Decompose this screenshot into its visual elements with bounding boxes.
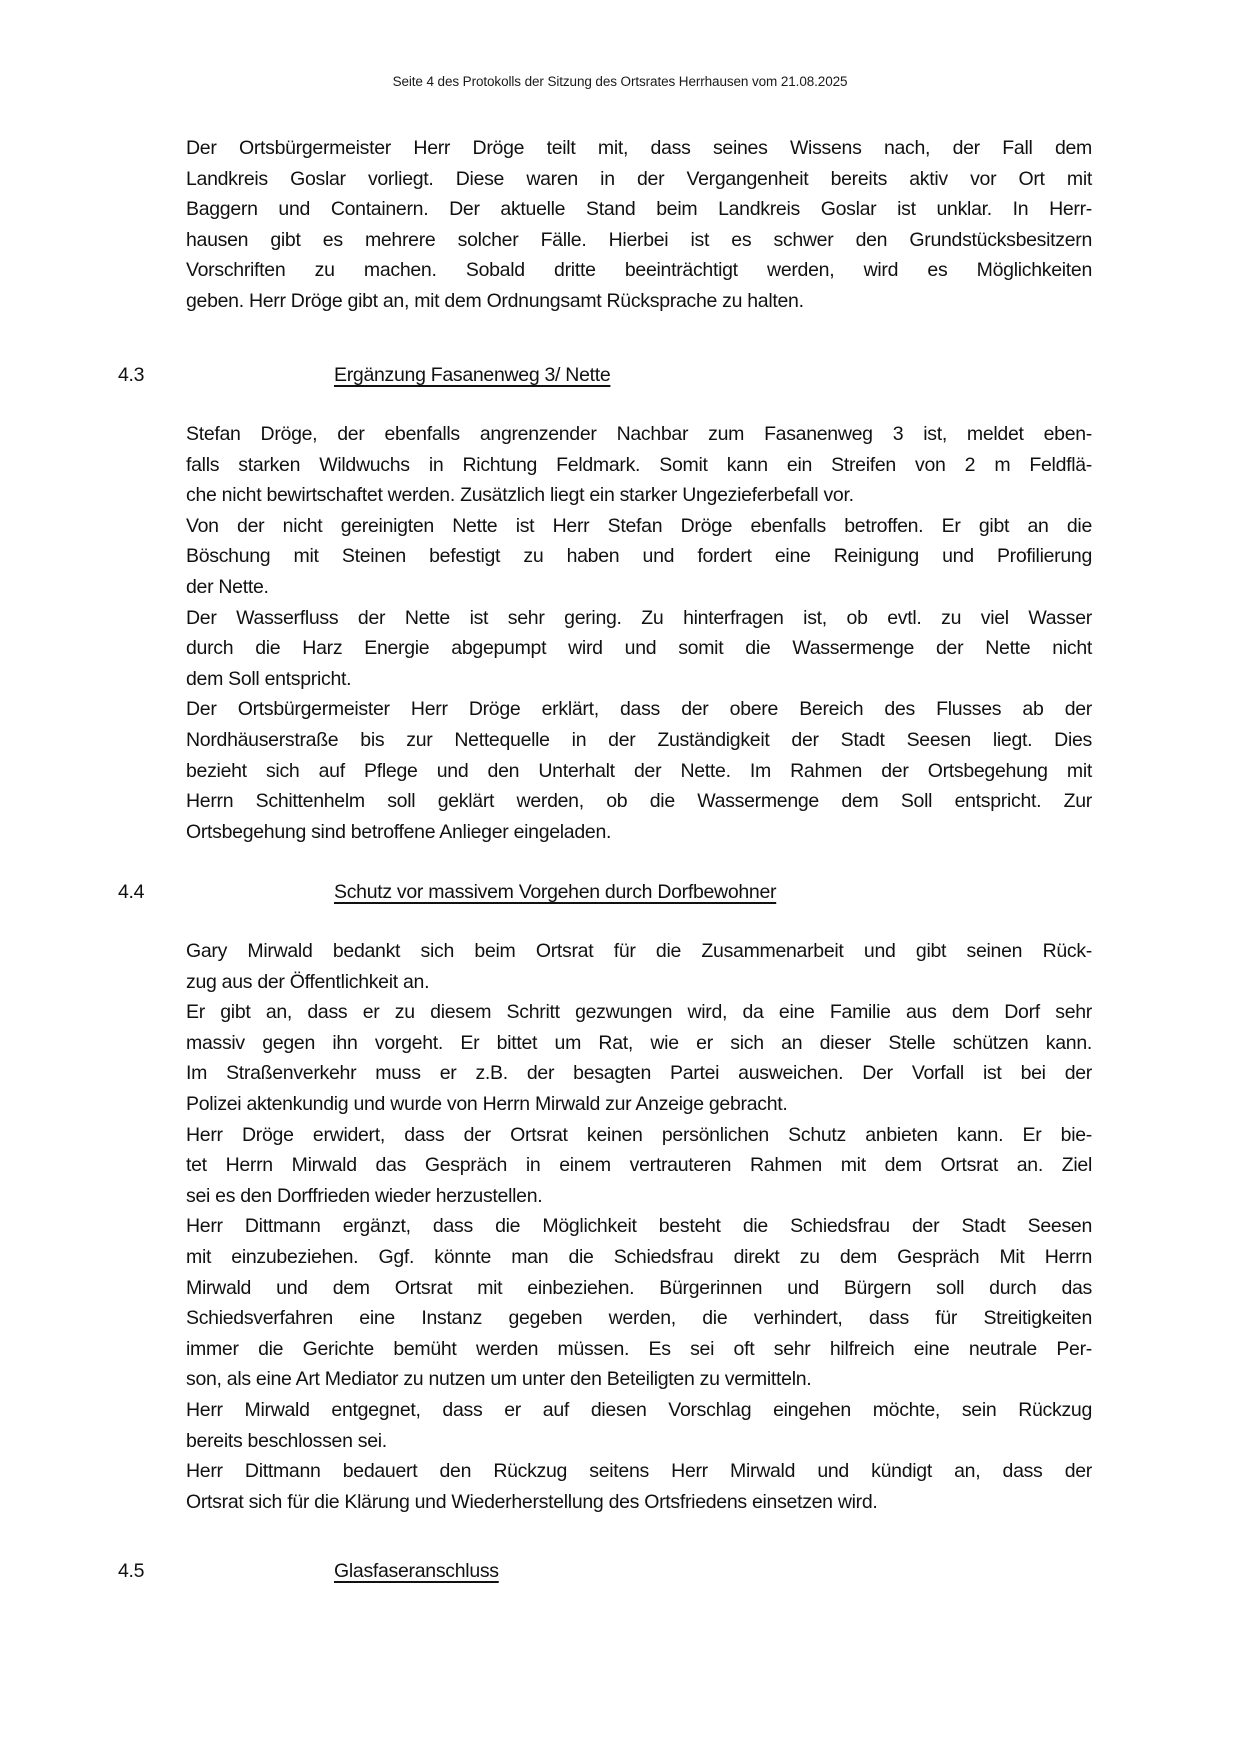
text-line: bereits beschlossen sei.	[186, 1429, 387, 1452]
text-line: Landkreis Goslar vorliegt. Diese waren in der Vergangenheit bereits aktiv vor Ort mit	[186, 167, 1092, 190]
text-line: Mirwald und dem Ortsrat mit einbeziehen. Bürgerinnen und Bürgern soll durch das	[186, 1276, 1092, 1299]
text-line: Im Straßenverkehr muss er z.B. der besagten Partei ausweichen. Der Vorfall ist bei der	[186, 1062, 1092, 1085]
text-line: Polizei aktenkundig und wurde von Herrn Mirwald zur Anzeige gebracht.	[186, 1092, 788, 1115]
text-line: Herr Dittmann ergänzt, dass die Möglichkeit besteht die Schiedsfrau der Stadt Seesen	[186, 1215, 1092, 1238]
text-line: Der Wasserfluss der Nette ist sehr gering. Zu hinterfragen ist, ob evtl. zu viel Wasser	[186, 606, 1092, 629]
text-line: Ortsrat sich für die Klärung und Wiederherstellung des Ortsfriedens einsetzen wird.	[186, 1490, 878, 1513]
text-line: Der Ortsbürgermeister Herr Dröge teilt mit, dass seines Wissens nach, der Fall dem	[186, 137, 1092, 159]
section-4-3-body	[186, 419, 1092, 847]
text-line: Herr Dröge erwidert, dass der Ortsrat keinen persönlichen Schutz anbieten kann. Er bie-	[186, 1123, 1092, 1146]
text-line: che nicht bewirtschaftet werden. Zusätzlich liegt ein starker Ungezieferbefall vor.	[186, 484, 854, 507]
text-line: Ortsbegehung sind betroffene Anlieger eingeladen.	[186, 820, 612, 843]
section-number: 4.5	[118, 1560, 145, 1582]
text-line: massiv gegen ihn vorgeht. Er bittet um Rat, wie er sich an dieser Stelle schützen kann.	[186, 1031, 1092, 1054]
text-line: Herr Dittmann bedauert den Rückzug seitens Herr Mirwald und kündigt an, dass der	[186, 1460, 1092, 1483]
section-title: Ergänzung Fasanenweg 3/ Nette	[334, 364, 611, 386]
text-line: Von der nicht gereinigten Nette ist Herr Stefan Dröge ebenfalls betroffen. Er gibt an die	[186, 514, 1092, 537]
text-line: Herr Mirwald entgegnet, dass er auf diesen Vorschlag eingehen möchte, sein Rückzug	[186, 1398, 1092, 1421]
text-line: hausen gibt es mehrere solcher Fälle. Hierbei ist es schwer den Grundstücksbesitzern	[186, 228, 1092, 251]
page-header: Seite 4 des Protokolls der Sitzung des Ortsrates Herrhausen vom 21.08.2025	[392, 74, 848, 89]
text-line: Baggern und Containern. Der aktuelle Stand beim Landkreis Goslar ist unklar. In Herr-	[186, 198, 1092, 221]
section-number: 4.3	[118, 364, 145, 386]
text-line: Stefan Dröge, der ebenfalls angrenzender Nachbar zum Fasanenweg 3 ist, meldet eben-	[186, 423, 1092, 445]
text-line: Nordhäuserstraße bis zur Nettequelle in der Zuständigkeit der Stadt Seesen liegt. Dies	[186, 728, 1092, 751]
text-line: son, als eine Art Mediator zu nutzen um unter den Beteiligten zu vermitteln.	[186, 1368, 812, 1391]
section-title: Schutz vor massivem Vorgehen durch Dorfbewohner	[334, 881, 777, 903]
section-4-4-body	[186, 936, 1092, 1517]
text-line: sei es den Dorffrieden wieder herzustellen.	[186, 1184, 543, 1207]
text-line: geben. Herr Dröge gibt an, mit dem Ordnungsamt Rücksprache zu halten.	[186, 289, 804, 312]
text-line: Schiedsverfahren eine Instanz gegeben werden, die verhindert, dass für Streitigkeiten	[186, 1307, 1092, 1330]
text-line: durch die Harz Energie abgepumpt wird und somit die Wassermenge der Nette nicht	[186, 637, 1092, 660]
text-line: tet Herrn Mirwald das Gespräch in einem vertrauteren Rahmen mit dem Ortsrat an. Ziel	[186, 1154, 1092, 1177]
text-line: falls starken Wildwuchs in Richtung Feldmark. Somit kann ein Streifen von 2 m Feldflä-	[186, 453, 1092, 476]
text-line: Er gibt an, dass er zu diesem Schritt gezwungen wird, da eine Familie aus dem Dorf sehr	[186, 1001, 1092, 1024]
text-line: der Nette.	[186, 575, 269, 598]
section-title: Glasfaseranschluss	[334, 1560, 499, 1582]
text-line: Der Ortsbürgermeister Herr Dröge erklärt, dass der obere Bereich des Flusses ab der	[186, 698, 1092, 721]
text-line: immer die Gerichte bemüht werden müssen. Es sei oft sehr hilfreich eine neutrale Per-	[186, 1337, 1092, 1360]
text-line: bezieht sich auf Pflege und den Unterhalt der Nette. Im Rahmen der Ortsbegehung mit	[186, 759, 1092, 782]
section-number: 4.4	[118, 881, 145, 903]
intro-paragraph	[186, 133, 1092, 317]
text-line: Vorschriften zu machen. Sobald dritte beeinträchtigt werden, wird es Möglichkeiten	[186, 259, 1092, 282]
text-line: Böschung mit Steinen befestigt zu haben und fordert eine Reinigung und Profilierung	[186, 545, 1092, 568]
text-line: dem Soll entspricht.	[186, 667, 352, 690]
text-line: zug aus der Öffentlichkeit an.	[186, 970, 430, 993]
text-line: Gary Mirwald bedankt sich beim Ortsrat für die Zusammenarbeit und gibt seinen Rück-	[186, 940, 1092, 962]
text-line: mit einzubeziehen. Ggf. könnte man die Schiedsfrau direkt zu dem Gespräch Mit Herrn	[186, 1245, 1092, 1268]
text-line: Herrn Schittenhelm soll geklärt werden, ob die Wassermenge dem Soll entspricht. Zur	[186, 790, 1092, 813]
